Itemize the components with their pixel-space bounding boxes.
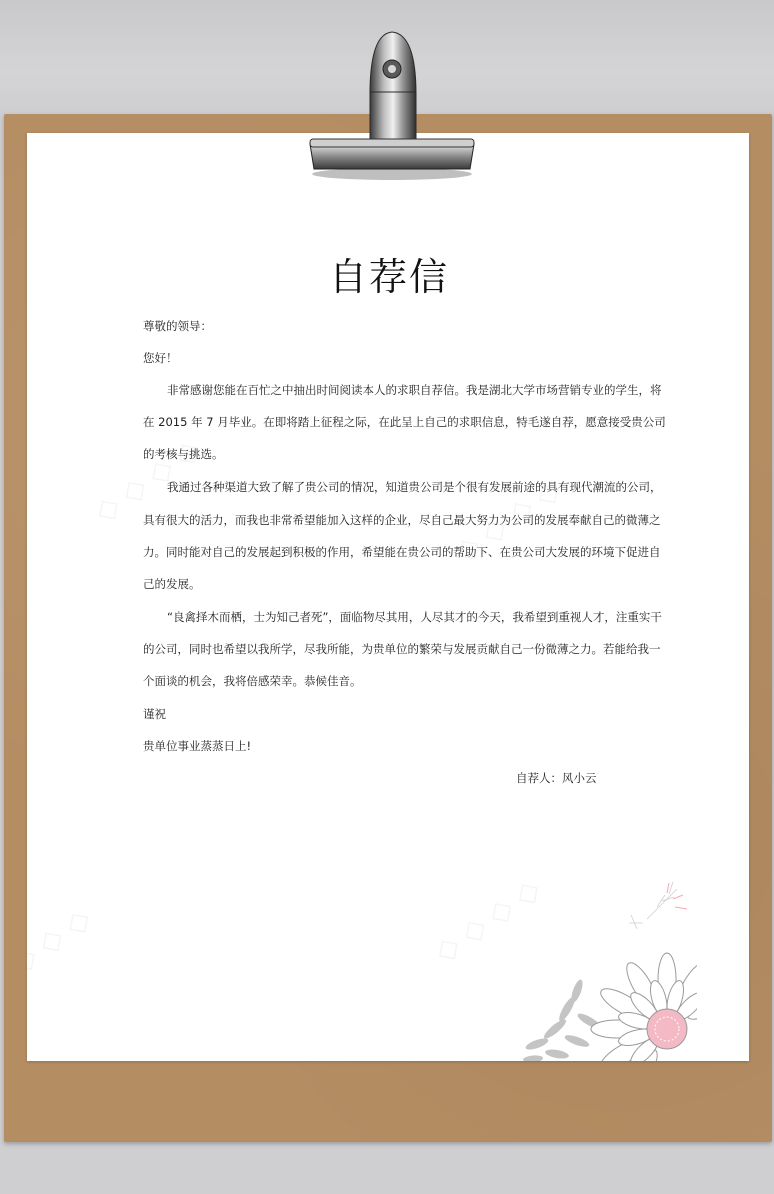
- flower-decoration: [497, 859, 697, 1061]
- closing-wish: 谨祝: [143, 707, 166, 721]
- paragraph-2-line-2: 具有很大的活力，而我也非常希望能加入这样的企业，尽自己最大努力为公司的发展奉献自己的微薄之: [143, 513, 661, 527]
- greeting: 您好！: [143, 351, 178, 365]
- salutation: 尊敬的领导：: [143, 319, 212, 333]
- paragraph-2-line-4: 己的发展。: [143, 577, 201, 591]
- paragraph-2-line-3: 力。同时能对自己的发展起到积极的作用，希望能在贵公司的帮助下、在贵公司大发展的环境下促进自: [143, 545, 661, 559]
- paragraph-3-line-1: “良禽择木而栖，士为知己者死”，面临物尽其用，人尽其才的今天，我希望到重视人才，注重实干: [167, 610, 662, 624]
- watermark: [27, 901, 97, 980]
- paragraph-1-line-2: 在 2015 年 7 月毕业。在即将踏上征程之际，在此呈上自己的求职信息，特毛遂自荐，愿意接受贵公司: [143, 415, 666, 429]
- paragraph-3-line-3: 个面谈的机会，我将倍感荣幸。恭候佳音。: [143, 674, 362, 688]
- paragraph-1-line-3: 的考核与挑选。: [143, 447, 224, 461]
- signature: 自荐人：风小云: [516, 771, 597, 785]
- paragraph-2-line-1: 我通过各种渠道大致了解了贵公司的情况，知道贵公司是个很有发展前途的具有现代潮流的公司，: [167, 480, 662, 494]
- letter-title: 自荐信: [328, 255, 449, 299]
- paragraph-1-line-1: 非常感谢您能在百忙之中抽出时间阅读本人的求职自荐信。我是湖北大学市场营销专业的学生，将: [167, 383, 662, 397]
- paragraph-3-line-2: 的公司，同时也希望以我所学，尽我所能，为贵单位的繁荣与发展贡献自己一份微薄之力。若能给我一: [143, 642, 661, 656]
- binder-clip: [300, 24, 480, 184]
- letter-paper: [27, 133, 749, 1061]
- closing-line: 贵单位事业蒸蒸日上!: [143, 739, 252, 753]
